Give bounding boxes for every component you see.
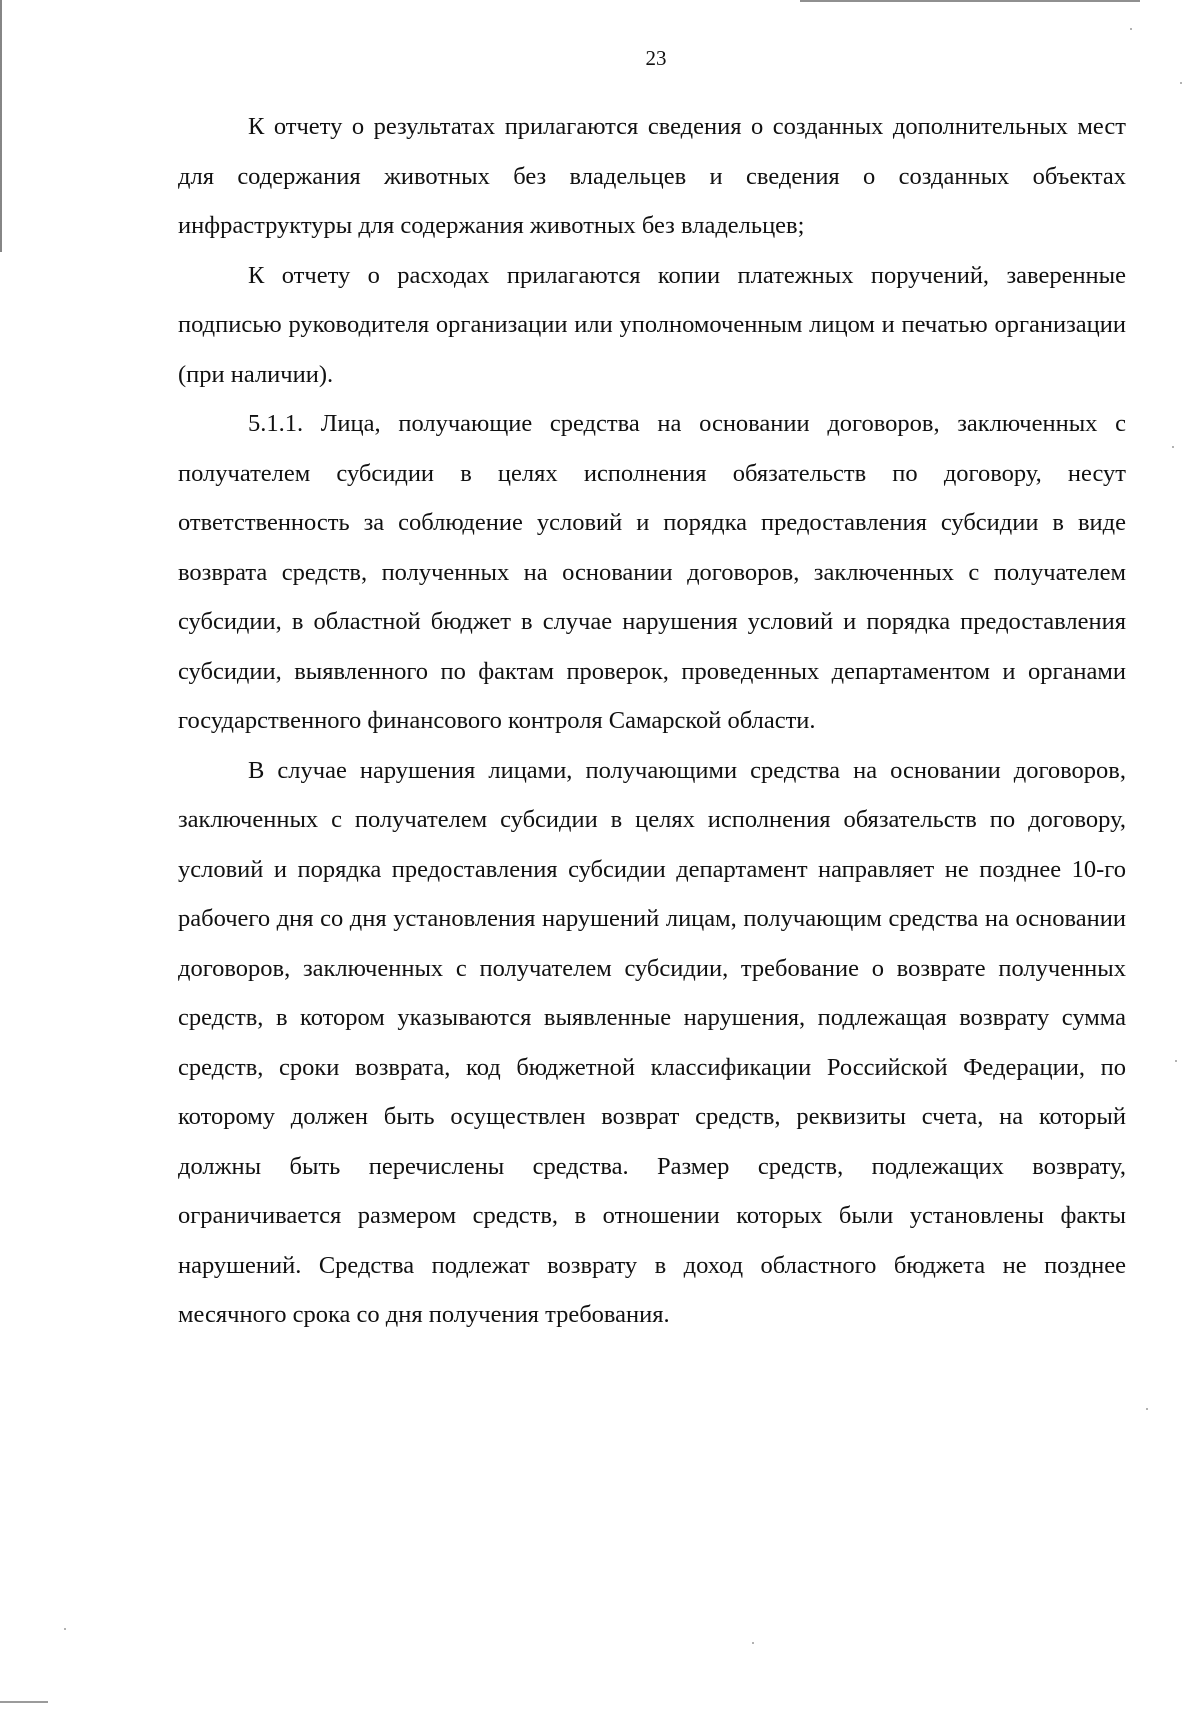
scan-speck xyxy=(1175,1060,1177,1062)
scan-edge-bottom xyxy=(0,1701,48,1703)
paragraph-expenses-report: К отчету о расходах прилагаются копии платежных поручений, заверенные подписью руководителя организации или уполномоченным лицом и печатью организации (при наличии). xyxy=(178,261,1126,388)
page-number: 23 xyxy=(645,46,667,70)
scan-edge-top xyxy=(800,0,1140,2)
paragraph-violation-return: В случае нарушения лицами, получающими средства на основании договоров, заключенных с получателем субсидии в целях исполнения обязательств по договору, условий и порядка предоставления субсидии департамент направляет не позднее 10-го рабочего дня со дня установления нарушений лицам, получающим средства на основании договоров, заключенных с получателем субсидии, требование о возврате полученных средств, в котором указываются выявленные нарушения, подлежащая возврату сумма средств, сроки возврата, код бюджетной классификации Российской Федерации, по которому должен быть осуществлен возврат средств, реквизиты счета, на который должны быть перечислены средства. Размер средств, подлежащих возврату, ограничивается размером средств, в отношении которых были установлены факты нарушений. Средства подлежат возврату в доход областного бюджета не позднее месячного срока со дня получения требования. xyxy=(178,756,1126,1328)
paragraph-results-report: К отчету о результатах прилагаются сведения о созданных дополнительных мест для содержания животных без владельцев и сведения о созданных объектах инфраструктуры для содержания животных без владельцев; xyxy=(178,113,1126,239)
scan-speck xyxy=(1130,28,1132,30)
paragraph-clause-5-1-1: 5.1.1. Лица, получающие средства на основании договоров, заключенных с получателем субсидии в целях исполнения обязательств по договору, несут ответственность за соблюдение условий и порядка предоставления субсидии в виде возврата средств, полученных на основании договоров, заключенных с получателем субсидии, в областной бюджет в случае нарушения условий и порядка предоставления субсидии, выявленного по фактам проверок, проведенных департаментом и органами государственного финансового контроля Самарской области. xyxy=(178,410,1126,734)
scan-speck xyxy=(1180,82,1182,84)
scan-edge-left xyxy=(0,0,2,420)
scan-speck xyxy=(1146,1408,1148,1410)
scan-speck xyxy=(64,1628,66,1630)
scan-speck xyxy=(1172,446,1174,448)
document-page xyxy=(178,44,1126,1340)
scan-speck xyxy=(752,1642,754,1644)
